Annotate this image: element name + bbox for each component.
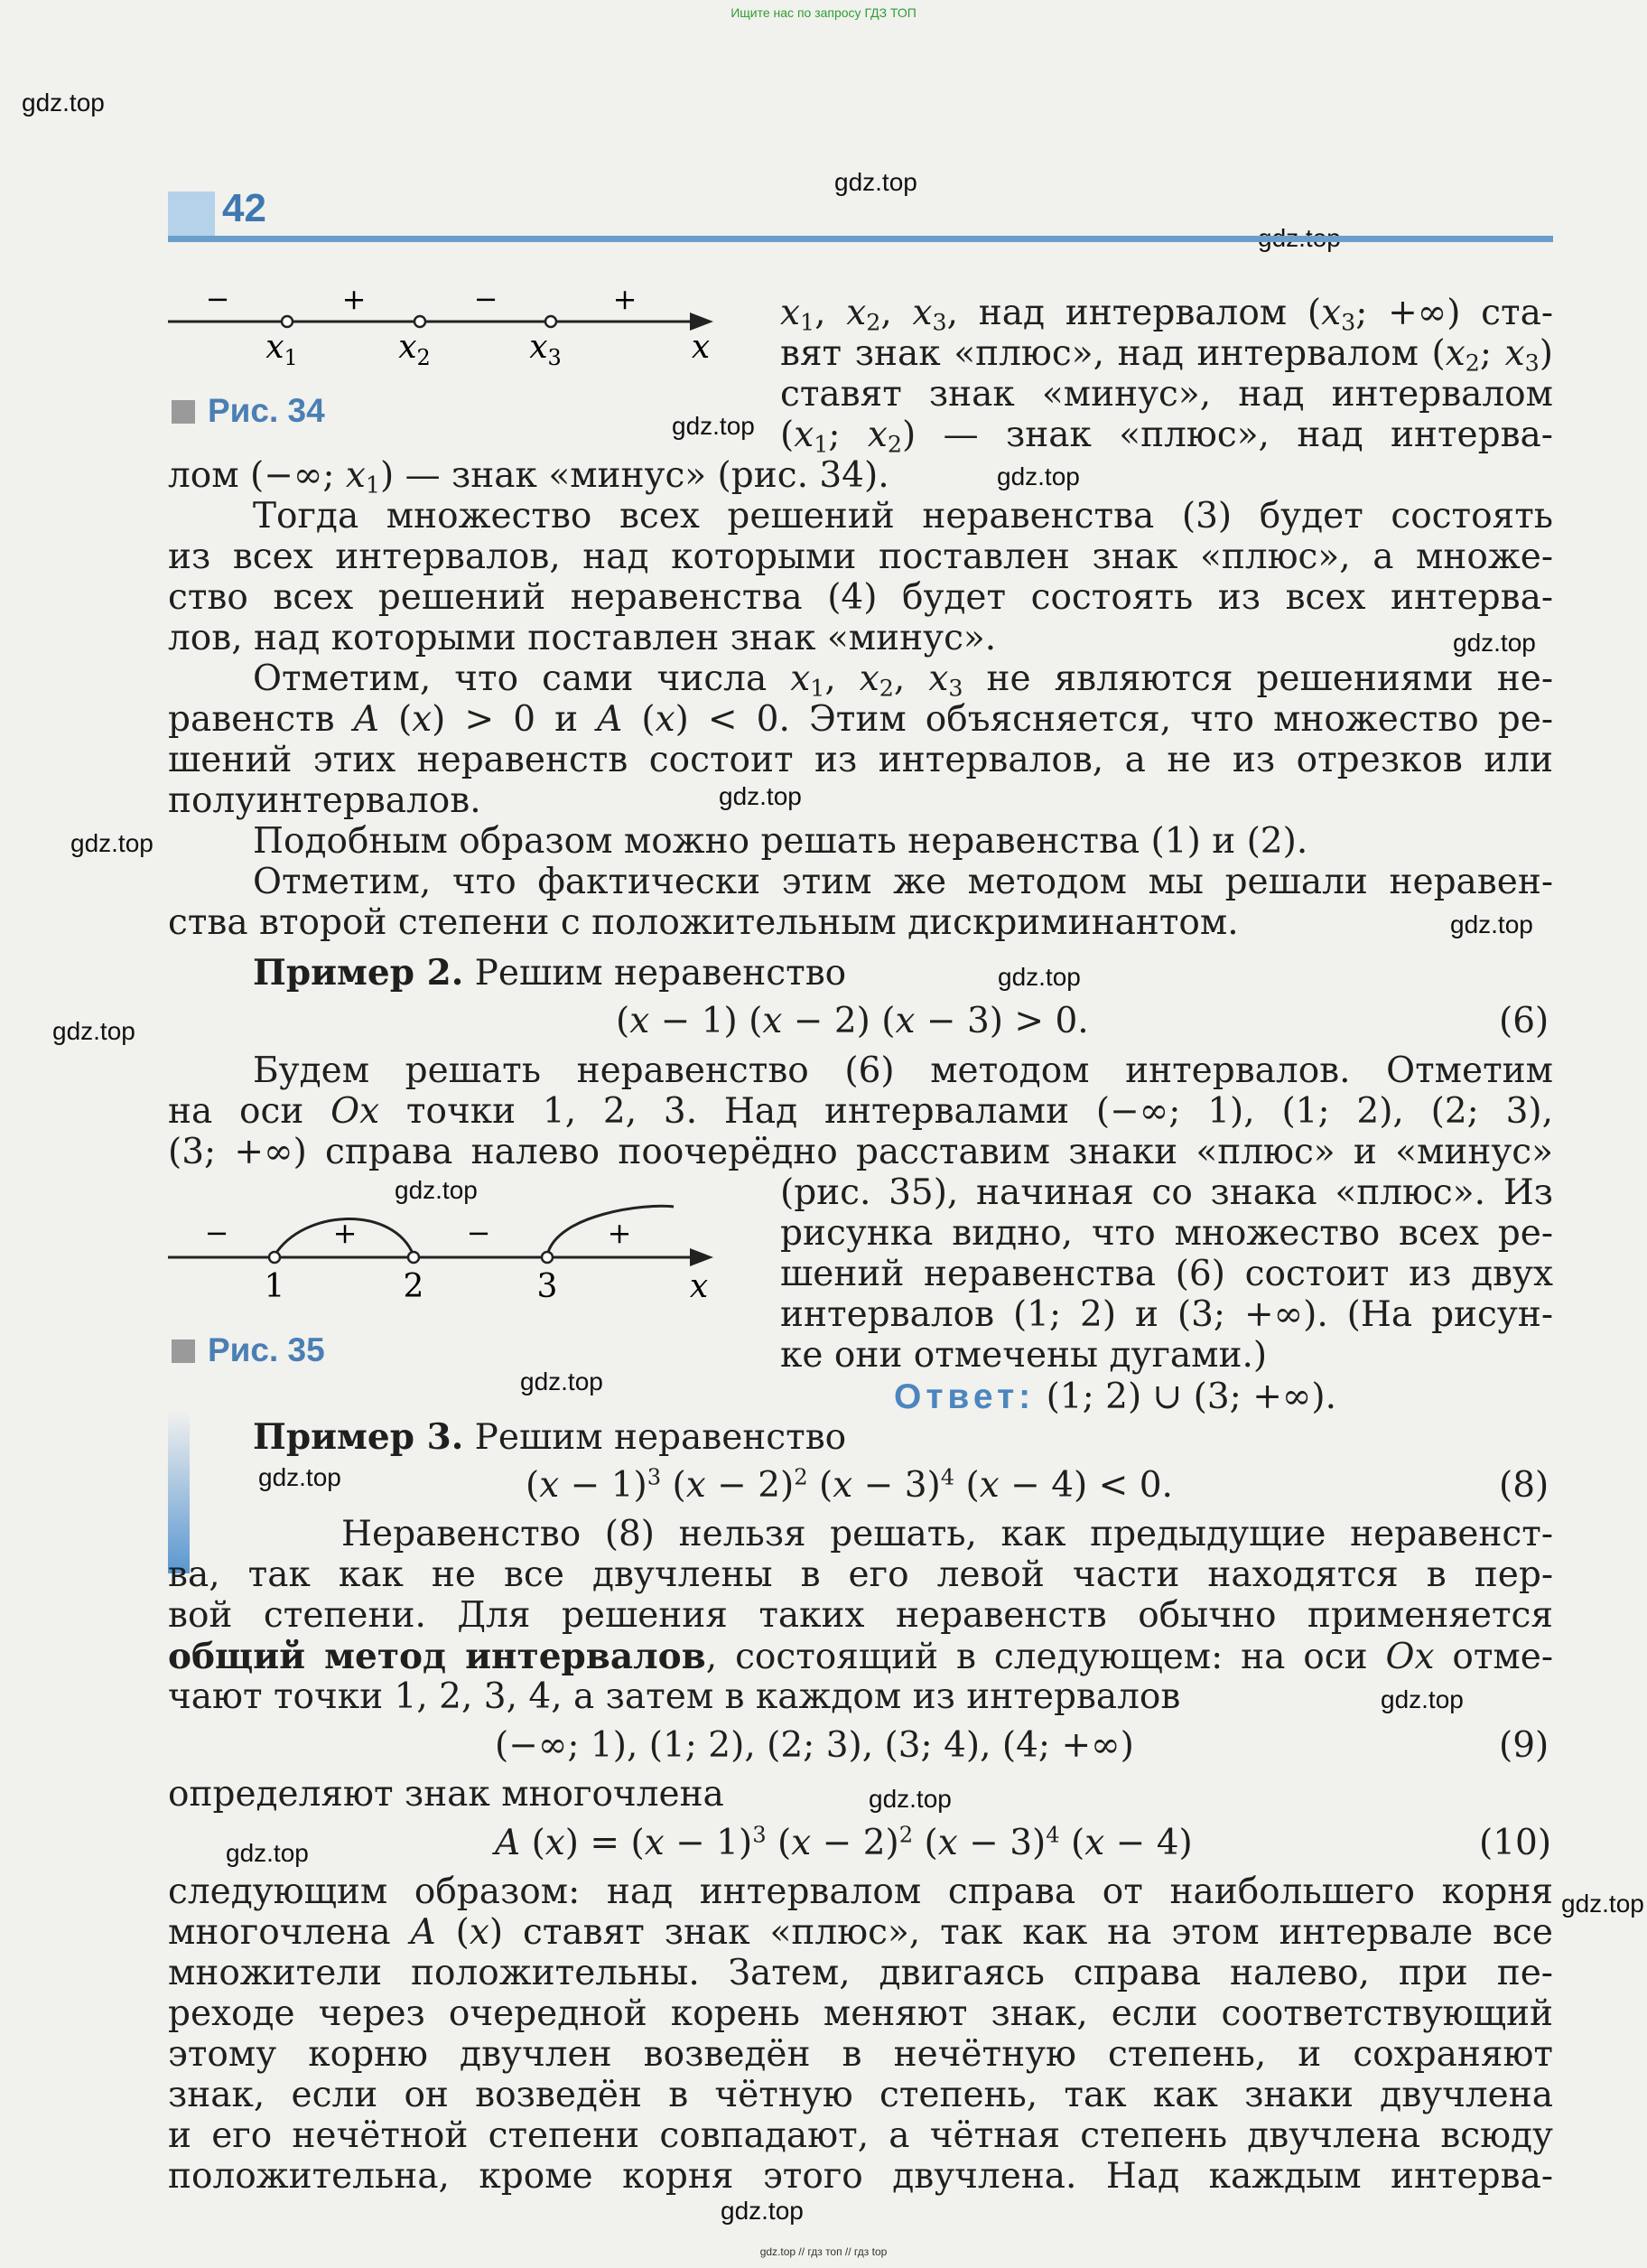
sign-label: −	[473, 287, 498, 316]
watermark: gdz.top	[22, 89, 105, 117]
watermark: gdz.top	[719, 782, 802, 810]
watermark: gdz.top	[869, 1785, 952, 1813]
sign-label: −	[466, 1216, 491, 1250]
sign-label: −	[205, 287, 230, 316]
watermark: gdz.top	[1381, 1685, 1464, 1713]
point-label: $x_2$	[398, 329, 431, 370]
sign-label: +	[332, 1216, 358, 1250]
figure-34-caption: Рис. 34	[172, 392, 325, 430]
header-accent	[168, 191, 215, 238]
page-number: 42	[222, 186, 266, 230]
example-accent-bar	[168, 1411, 190, 1573]
point-label: 2	[403, 1268, 424, 1305]
figure-34-number-line	[168, 287, 728, 378]
watermark: gdz.top	[1450, 910, 1533, 938]
point-label: 1	[264, 1268, 285, 1305]
sign-label: +	[607, 1216, 632, 1250]
watermark: gdz.top	[834, 168, 917, 196]
answer-label: Ответ:	[894, 1377, 1036, 1416]
sign-label: +	[341, 287, 367, 316]
watermark: gdz.top	[997, 462, 1080, 490]
axis-label: x	[689, 1268, 709, 1305]
watermark: gdz.top	[52, 1017, 135, 1045]
caption-marker-icon	[172, 400, 195, 424]
sign-label: −	[204, 1216, 229, 1250]
figure-35-caption: Рис. 35	[172, 1331, 325, 1369]
search-hint: Ищите нас по запросу ГДЗ ТОП	[730, 5, 917, 20]
watermark: gdz.top	[998, 963, 1081, 991]
watermark: gdz.top	[226, 1839, 309, 1867]
watermark: gdz.top	[721, 2197, 804, 2225]
caption-marker-icon	[172, 1339, 195, 1363]
watermark: gdz.top	[520, 1367, 603, 1395]
sign-label: +	[612, 287, 637, 316]
watermark: gdz.top	[1453, 629, 1536, 657]
figure-35-number-line	[168, 1172, 728, 1308]
point-label: 3	[536, 1268, 558, 1305]
point-label: $x_3$	[529, 329, 562, 370]
watermark: gdz.top	[395, 1176, 478, 1204]
watermark: gdz.top	[1561, 1890, 1644, 1918]
watermark: gdz.top	[672, 412, 755, 440]
watermark: gdz.top	[258, 1463, 341, 1491]
axis-label: x	[691, 329, 711, 366]
header-rule	[168, 236, 1553, 242]
footer-note: gdz.top // гдз топ // гдз top	[759, 2245, 888, 2258]
point-label: $x_1$	[265, 329, 298, 370]
watermark: gdz.top	[70, 829, 154, 857]
